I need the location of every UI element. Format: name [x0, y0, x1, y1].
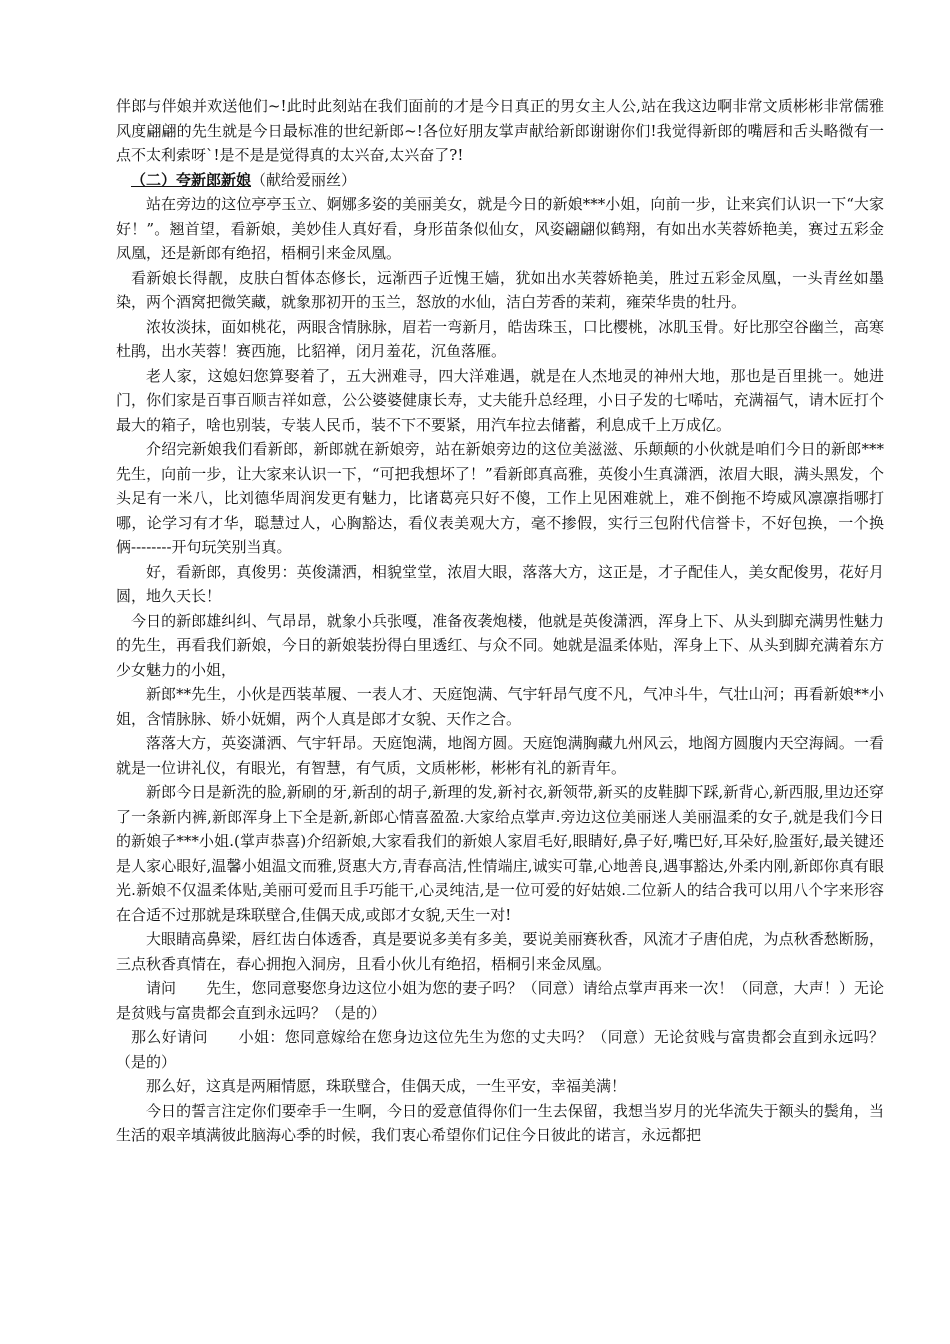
paragraph: 大眼睛高鼻梁，唇红齿白体透香，真是要说多美有多美，要说美丽赛秋香，风流才子唐伯虎，为点秋香愁断肠，三点秋香真情在，春心拥抱入洞房，且看小伙儿有绝招，梧桐引来金凤凰。 [116, 930, 884, 973]
paragraph: 浓妆淡抹，面如桃花，两眼含情脉脉，眉若一弯新月，皓齿珠玉，口比樱桃，冰肌玉骨。好比那空谷幽兰，高寒杜鹃，出水芙蓉！赛西施，比貂禅，闭月羞花，沉鱼落雁。 [116, 317, 884, 360]
section-title: （二）夸新郎新娘 [131, 170, 252, 189]
paragraph: 那么好，这真是两厢情愿，珠联璧合，佳偶天成，一生平安，幸福美满！ [146, 1077, 627, 1095]
paragraph: 今日的誓言注定你们要牵手一生啊，今日的爱意值得你们一生去保留，我想当岁月的光华流失于额头的鬓角，当生活的艰辛填满彼此脑海心季的时候，我们衷心希望你们记住今日彼此的诺言，永远都把 [116, 1101, 884, 1144]
section-subtitle: （献给爱丽丝） [251, 170, 357, 189]
document-page [116, 94, 884, 1148]
paragraph: 今日的新郎雄纠纠、气昂昂，就象小兵张嘎，准备夜袭炮楼，他就是英俊潇洒，浑身上下、从头到脚充满男性魅力的先生，再看我们新娘，今日的新娘装扮得白里透红、与众不同。她就是温柔体贴，浑身上下、从头到脚充满着东方少女魅力的小姐， [116, 611, 884, 679]
paragraph: 新郎今日是新洗的脸,新刷的牙,新刮的胡子,新理的发,新衬衣,新领带,新买的皮鞋脚下踩,新背心,新西服,里边还穿了一条新内裤,新郎浑身上下全是新,新郎心情喜盈盈.大家给点掌声.旁边这位美丽迷人美丽温柔的女子,就是我们今日的新娘子***小姐.(掌声恭喜)介绍新娘,大家看我们的新娘人家眉毛好,眼睛好,鼻子好,嘴巴好,耳朵好,脸蛋好,最关键还是人家心眼好,温馨小姐温文而雅,贤惠大方,青春高洁,性情端庄,诚实可靠,心地善良,遇事豁达,外柔内刚,新郎你真有眼光.新娘不仅温柔体贴,美丽可爱而且手巧能干,心灵纯洁,是一位可爱的好姑娘.二位新人的结合我可以用八个字来形容在合适不过那就是珠联壁合,佳偶天成,或郎才女貌,天生一对! [116, 783, 884, 924]
section-heading [116, 168, 884, 193]
paragraph: 老人家，这媳妇您算娶着了，五大洲难寻，四大洋难遇，就是在人杰地灵的神州大地，那也是百里挑一。她进门，你们家是百事百顺吉祥如意，公公婆婆健康长寿，丈夫能升总经理，小日子发的七唏咕，充满福气，请木匠打个最大的箱子，啥也别装，专装人民币，装不下不要紧，用汽车拉去储蓄，利息成千上万成亿。 [116, 366, 884, 434]
paragraph: 新郎**先生，小伙是西装革履、一表人才、天庭饱满、气宇轩昂气度不凡，气冲斗牛，气壮山河；再看新娘**小姐，含情脉脉、娇小妩媚，两个人真是郎才女貌、天作之合。 [116, 685, 884, 728]
paragraph: 请问 先生，您同意娶您身边这位小姐为您的妻子吗？（同意）请给点掌声再来一次！（同意，大声！）无论是贫贱与富贵都会直到永远吗？（是的） [116, 979, 884, 1022]
paragraph: 站在旁边的这位亭亭玉立、婀娜多姿的美丽美女，就是今日的新娘***小姐，向前一步，让来宾们认识一下“大家好！”。翘首望，看新娘，美妙佳人真好看，身形苗条似仙女，风姿翩翩似鹤翔，有如出水芙蓉娇艳美，赛过五彩金凤凰，还是新郎有绝招，梧桐引来金凤凰。 [116, 195, 884, 262]
paragraph: 看新娘长得靓，皮肤白皙体态修长，远渐西子近愧王嫱，犹如出水芙蓉娇艳美，胜过五彩金凤凰，一头青丝如墨染，两个酒窝把微笑藏，就象那初开的玉兰，怒放的水仙，洁白芳香的茉莉，雍荣华贵的牡丹。 [116, 268, 884, 311]
paragraph-intro: 伴郎与伴娘并欢送他们~!此时此刻站在我们面前的才是今日真正的男女主人公,站在我这边啊非常文质彬彬非常儒雅风度翩翩的先生就是今日最标准的世纪新郎~!各位好朋友掌声献给新郎谢谢你们!我觉得新郎的嘴唇和舌头略微有一点不太利索呀`!是不是是觉得真的太兴奋,太兴奋了?! [116, 97, 884, 164]
paragraph: 好，看新郎，真俊男：英俊潇洒，相貌堂堂，浓眉大眼，落落大方，这正是，才子配佳人，美女配俊男，花好月圆，地久天长！ [116, 562, 884, 605]
paragraph: 介绍完新娘我们看新郎，新郎就在新娘旁，站在新娘旁边的这位美滋滋、乐颠颠的小伙就是咱们今日的新郎***先生，向前一步，让大家来认识一下，“可把我想坏了！”看新郎真高雅，英俊小生真潇洒，浓眉大眼，满头黑发，个头足有一米八，比刘德华周润发更有魅力，比诸葛亮只好不傻，工作上见困难就上，难不倒拖不垮威风凛凛指哪打哪，论学习有才华，聪慧过人，心胸豁达，看仪表美观大方，毫不掺假，实行三包附代信誉卡，不好包换，一个换俩--------开句玩笑别当真。 [116, 440, 884, 556]
paragraph: 落落大方，英姿潇洒、气宇轩昂。天庭饱满，地阁方圆。天庭饱满胸藏九州风云，地阁方圆腹内天空海阔。一看就是一位讲礼仪，有眼光，有智慧，有气质，文质彬彬，彬彬有礼的新青年。 [116, 734, 884, 777]
paragraph: 那么好请问 小姐：您同意嫁给在您身边这位先生为您的丈夫吗？（同意）无论贫贱与富贵都会直到永远吗？（是的） [116, 1028, 884, 1071]
